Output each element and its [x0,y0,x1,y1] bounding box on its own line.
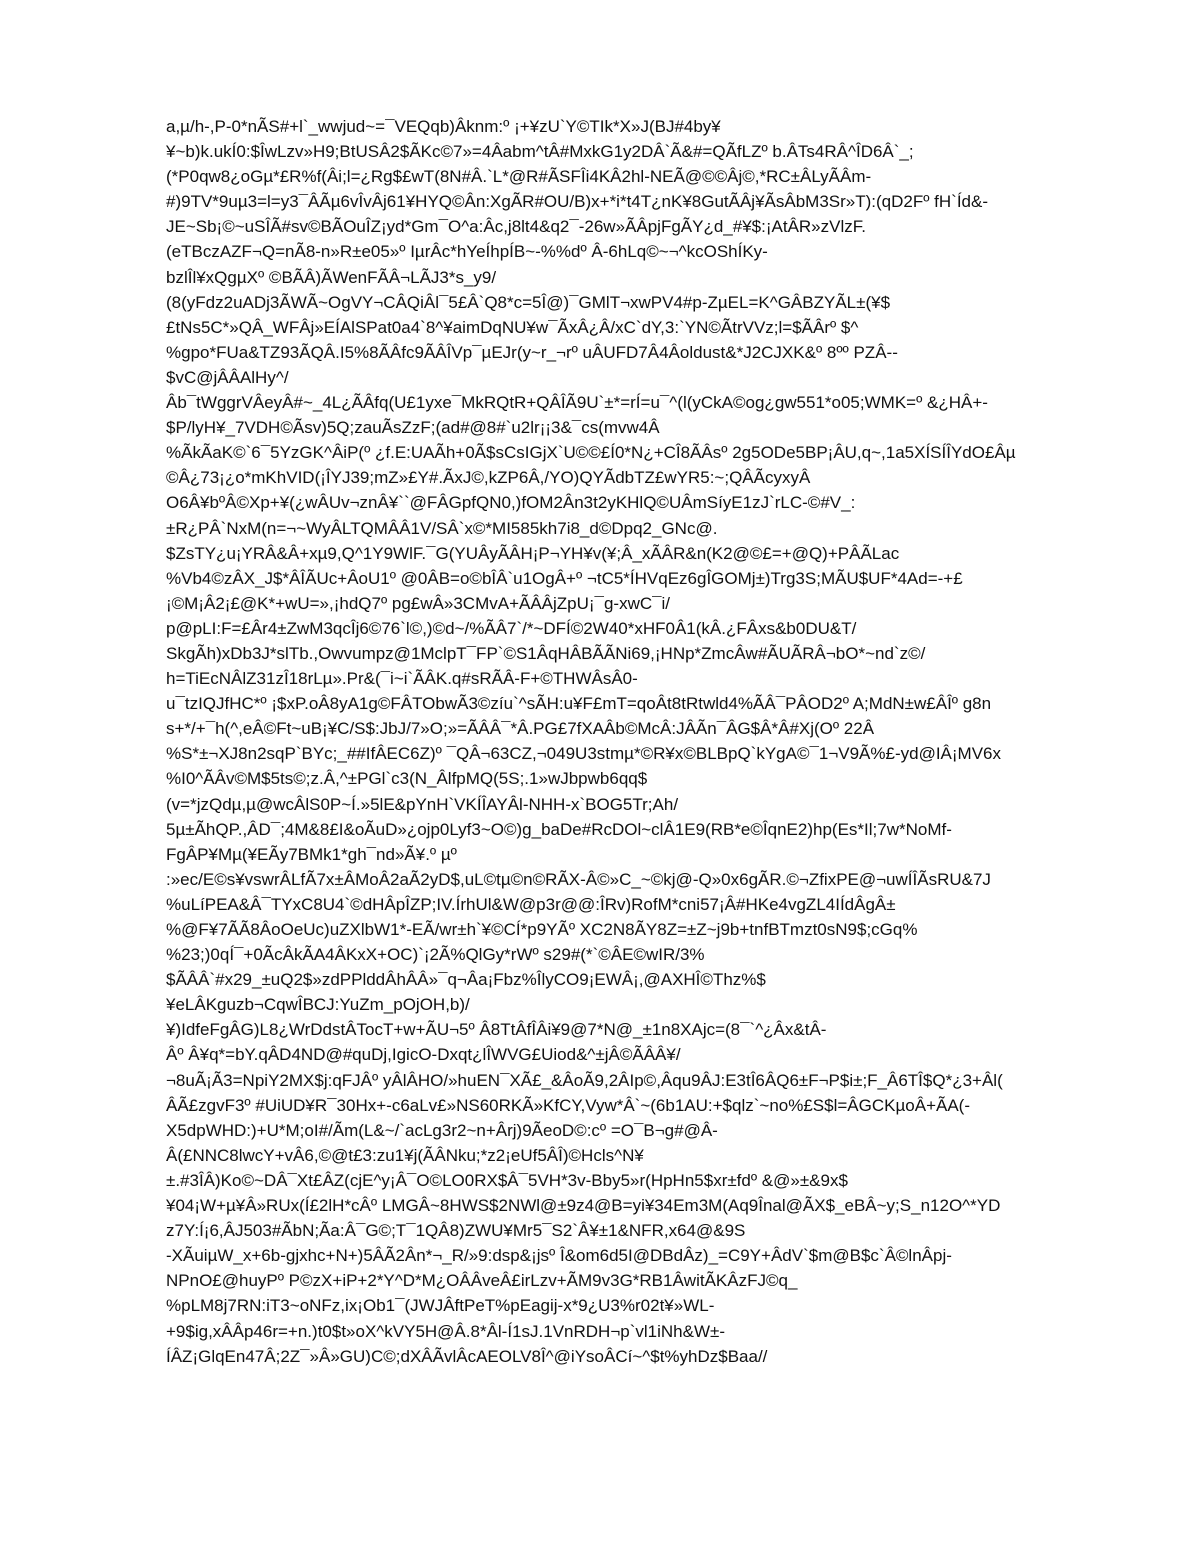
text-line: $vC@jÂÂAlHy^/ [166,367,289,387]
text-line: %ÃkÃaK©`6¯5YzGK^ÂiP(º ¿f.E:UAÃh+0Ã$sCsIGjX`U©©£Í0*N¿+CÎ8ÃÂsº 2g5ODe5BP¡ÂU,q~,1a5XÍSÍÎYdO£Âµ [166,443,1016,463]
text-line: Âº Â¥q*=bY.qÂD4ND@#quDj,IgicO-Dxqt¿lÎWVG£Uiod&^±jÂ©ÃÂÂ¥/ [166,1045,681,1065]
text-line: FgÂP¥Mµ(¥EÃy7BMk1*gh¯nd»Ã¥.º µº [166,844,457,864]
text-line: (eTBczAZF¬Q=nÃ8-n»R±e05»º IµrÂc*hYeÍhpÍB~-%%dº Â-6hLq©~¬^kcOShÍKy- [166,242,768,262]
text-line: %@F¥7ÃÃ8ÂoOeUc)uZXlbW1*-EÃ/wr±h`¥©CÍ*p9YÃº XC2N8ÃY8Z=±Z~j9b+tnfBTmzt0sN9$;cGq% [166,920,918,939]
text-line: ¥04¡W+µ¥Â»RUx(Í£2lH*cÂº LMGÂ~8HWS$2NWl@±9z4@B=yi¥34Em3M(Aq9Înal@ÃX$_eBÂ~y;S_n12O^*YD [166,1196,1001,1216]
text-line: ¥)IdfeFgÂG)L8¿WrDdstÂTocT+w+ÃU¬5º Â8TtÂfÎÂi¥9@7*N@_±1n8XAjc=(8¯`^¿Âx&tÂ- [166,1020,827,1040]
text-line: h=TiEcNÂlZ31zÎ18rLµ».Pr&(¯i~i`ÃÂK.q#sRÃÂ-F+©THWÂsÂ0- [166,669,638,689]
text-line: 5µ±ÃhQP.,ÂD¯;4M&8£I&oÃuD»¿ojp0Lyf3~O©)g_baDe#RcDOl~clÂ1E9(RB*e©ÎqnE2)hp(Es*Il;7w*NoMf- [166,819,952,839]
text-line: s+*/+¯h(^,eÂ©Ft~uB¡¥C/S$:JbJ/7»O;»=ÃÂÂ¯*Â.PG£7fXAÂb©McÂ:JÂÃn¯ÂG$Â*Â#Xj(Oº 22Â [166,719,875,739]
text-line: ±R¿PÂ`NxM(n=¬~WyÂLTQMÂÂ1V/SÂ`x©*MI585kh7i8_d©Dpq2_GNc@. [166,518,718,538]
text-line: ¥eLÂKguzb¬CqwÎBCJ:YuZm_pOjOH,b)/ [166,995,470,1015]
text-line: %Vb4©zÂX_J$*ÂÎÃUc+ÂoU1º @0ÂB=o©bÎÂ`u1OgÂ+º ¬tC5*ÍHVqEz6gÎGOMj±)Trg3S;MÃU$UF*4Ad=-+£ [166,568,963,588]
text-line: p@pLI:F=£Âr4±ZwM3qcÎj6©76`l©,)©d~/%ÃÂ7`/*~DFÍ©2W40*xHF0Â1(kÂ.¿FÂxs&b0DU&T/ [166,618,857,638]
document-text [166,114,1126,1369]
text-line: a,µ/h-,P-0*nÃS#+l`_wwjud~=¯VEQqb)Âknm:º ¡+¥zU`Y©TIk*X»J(BJ#4by¥ [166,117,721,136]
text-line: (8(yFdz2uADj3ÃWÃ~OgVY¬CÂQiÂl¯5£Â`Q8*c=5Î@)¯GMlT¬xwPV4#p-ZµEL=K^GÂBZYÃL±(¥$ [166,292,891,312]
text-line: ¥~b)k.ukÍ0:$ÎwLzv»H9;BtUSÂ2$ÃKc©7»=4Âabm^tÂ#MxkG1y2DÂ`Ã&#=QÃfLZº b.ÂTs4RÂ^ÎD6Â`_; [166,142,914,162]
text-line: +9$ig,xÂÂp46r=+n.)t0$t»oX^kVY5H@Â.8*Âl-Í1sJ.1VnRDH¬p`vl1iNh&W±- [166,1321,725,1341]
text-line: $P/lyH¥_7VDH©Ãsv)5Q;zauÃsZzF;(ad#@8#`u2lr¡¡3&¯cs(mvw4Â [166,418,660,438]
text-line: Â(£NNC8lwcY+vÂ6,©@t£3:zu1¥j(ÃÂNku;*z2¡eUf5ÂÎ)©Hcls^N¥ [166,1145,644,1165]
text-line: O6Â¥bºÂ©Xp+¥(¿wÂUv¬znÂ¥``@FÂGpfQN0,)fOM2Ân3t2yKHlQ©UÂmSíyE1zJ`rLC-©#V_: [166,493,856,513]
text-line: NPnO£@huyPº P©zX+iP+2*Y^D*M¿OÂÂveÂ£irLzv+ÃM9v3G*RB1ÂwitÃKÂzFJ©q_ [166,1271,798,1291]
text-line: -XÃuiµW_x+6b-gjxhc+N+)5ÂÃ2Ân*¬_R/»9:dsp&¡jsº Î&om6d5I@DBdÂz)_=C9Y+ÂdV`$m@B$c`Â©lnÂpj- [166,1246,952,1266]
text-line: ±.#3ÎÂ)Ko©~DÂ¯Xt£ÂZ(cjE^y¡Â¯O©LO0RX$Â¯5VH*3v-Bby5»r(HpHn5$xr±fdº &@»±&9x$ [166,1170,848,1190]
text-line: u¯tzIQJfHC*º ¡$xP.oÂ8yA1g©FÂTObwÃ3©zíu`^sÃH:u¥F£mT=qoÂt8tRtwld4%ÃÂ¯PÂOD2º A;MdN±w£ÂÎº g8n [166,694,992,714]
text-line: bzlÎl¥xQgµXº ©BÃÂ)ÃWenFÃÂ¬LÃJ3*s_y9/ [166,267,497,287]
text-line: %gpo*FUa&TZ93ÃQÂ.I5%8ÃÂfc9ÃÂÎVp¯µEJr(y~r_¬rº uÂUFD7Â4Âoldust&*J2CJXK&º 8ºº PZÂ-- [166,342,898,362]
text-line: %I0^ÃÂv©M$5ts©;z.Â,^±PGl`c3(N_ÂlfpMQ(5S;.1»wJbpwb6qq$ [166,769,648,789]
text-line: $ÃÂÂ`#x29_±uQ2$»zdPPlddÂhÂÂ»¯q¬Âa¡Fbz%ÎlyCO9¡EWÂ¡,@AXHÎ©Thz%$ [166,970,766,990]
text-line: ¡©M¡Â2¡£@K*+wU=»,¡hdQ7º pg£wÂ»3CMvA+ÃÂÂjZpU¡¯g-xwC¯i/ [166,593,671,613]
text-line: (*P0qw8¿oGµ*£R%f(Âi;l=¿Rg$£wT(8N#Â.`L*@R#ÃSFÎi4KÂ2hl-NEÃ@©©Âj©,*RC±ÂLyÃÂm- [166,167,872,187]
text-line: £tNs5C*»QÂ_WFÂj»EÍAlSPat0a4`8^¥aimDqNU¥w¯ÃxÂ¿Â/xC`dY,3:`YN©ÃtrVVz;l=$ÃÂrº $^ [166,317,859,337]
text-line: :»ec/E©s¥vswrÂLfÃ7x±ÂMoÂ2aÃ2yD$,uL©tµ©n©RÃX-Â©»C_~©kj@-Q»0x6gÃR.©¬ZfixPE@¬uwÍÎÃsRU&7J [166,869,991,889]
text-line: %pLM8j7RN:iT3~oNFz,ix¡Ob1¯(JWJÂftPeT%pEagij-x*9¿U3%r02t¥»WL- [166,1296,715,1316]
text-line: ©Â¿73¡¿o*mKhVID(¡ÎYJ39;mZ»£Y#.ÃxJ©,kZP6Â,/YO)QYÃdbTZ£wYR5:~;QÂÃcyxyÂ [166,468,811,488]
text-line: X5dpWHD:)+U*M;oI#/Ãm(L&~/`acLg3r2~n+Ârj)9ÃeoD©:cº =O¯B¬g#@Â- [166,1120,718,1140]
text-line: SkgÃh)xDb3J*slTb.,Owvumpz@1MclpT¯FP`©S1ÂqHÂBÃÃNi69,¡HNp*ZmcÂw#ÃUÃRÂ¬bO*~nd`z©/ [166,643,926,663]
text-line: ÂÃ£zgvF3º #UiUD¥R¯30Hx+-c6aLv£»NS60RKÃ»KfCY,Vyw*Â`~(6b1AU:+$qlz`~no%£S$l=ÂGCKµoÂ+ÃA(- [166,1095,970,1115]
text-line: ÍÂZ¡GlqEn47Â;2Z¯»Â»GU)C©;dXÂÃvlÂcAEOLV8Î^@iYsoÂCí~^$t%yhDz$Baa// [166,1346,768,1366]
text-line: ¬8uÃ¡Ã3=NpiY2MX$j:qFJÂº yÂlÂHO/»huEN¯XÃ£_&ÂoÃ9,2ÂIp©,Âqu9ÂJ:E3tÎ6ÂQ6±F¬P$i±;F_Â6TÎ$Q*¿3+Âl( [166,1070,1003,1090]
text-line: %uLíPEA&Â¯TYxC8U4`©dHÂpÎZP;IV.ÍrhUl&W@p3r@@:ÎRv)RofM*cni57¡Â#HKe4vgZL4IÍdÂgÂ± [166,894,896,914]
text-line: #)9TV*9uµ3=l=y3¯ÂÃµ6vÎvÂj61¥HYQ©Ân:XgÃR#OU/B)x+*i*t4T¿nK¥8GutÃÂj¥ÃsÂbM3Sr»T):(qD2Fº fH`Íd&- [166,192,989,212]
text-line: %23;)0qÍ¯+0ÃcÂkÃA4ÂKxX+OC)`¡2Ã%QlGy*rWº s29#(*`©ÂE©wIR/3% [166,945,705,965]
text-line: JE~Sb¡©~uSÎÃ#sv©BÃOuÎZ¡yd*Gm¯O^a:Âc,j8lt4&q2¯-26w»ÃÂpjFgÃY¿d_#¥$:¡AtÂR»zVlzF. [166,217,866,237]
text-line: z7Y:Í¡6,ÂJ503#ÃbN;Ãa:Â¯G©;T¯1QÂ8)ZWU¥Mr5¯S2`Â¥±1&NFR,x64@&9S [166,1221,746,1241]
text-line: %S*±¬XJ8n2sqP`BYc;_##IfÂEC6Z)º ¯QÂ¬63CZ,¬049U3stmµ*©R¥x©BLBpQ`kYgA©¯1¬V9Ã%£-yd@IÂ¡MV6x [166,744,1002,764]
text-line: Âb¯tWggrVÂeyÂ#~_4L¿ÃÂfq(U£1yxe¯MkRQtR+QÂÎÃ9U`±*=rÍ=u¯^(l(yCkA©og¿gw551*o05;WMK=º &¿HÂ+- [166,393,988,413]
text-line: $ZsTY¿u¡YRÂ&Â+xµ9,Q^1Y9WlF.¯G(YUÂyÃÂH¡P¬YH¥v(¥;Â_xÃÂR&n(K2@©£=+@Q)+PÂÃLac [166,543,900,563]
text-line: (v=*jzQdµ,µ@wcÂlS0P~Í.»5lE&pYnH`VKÍÎAYÂl-NHH-x`BOG5Tr;Ah/ [166,794,679,814]
